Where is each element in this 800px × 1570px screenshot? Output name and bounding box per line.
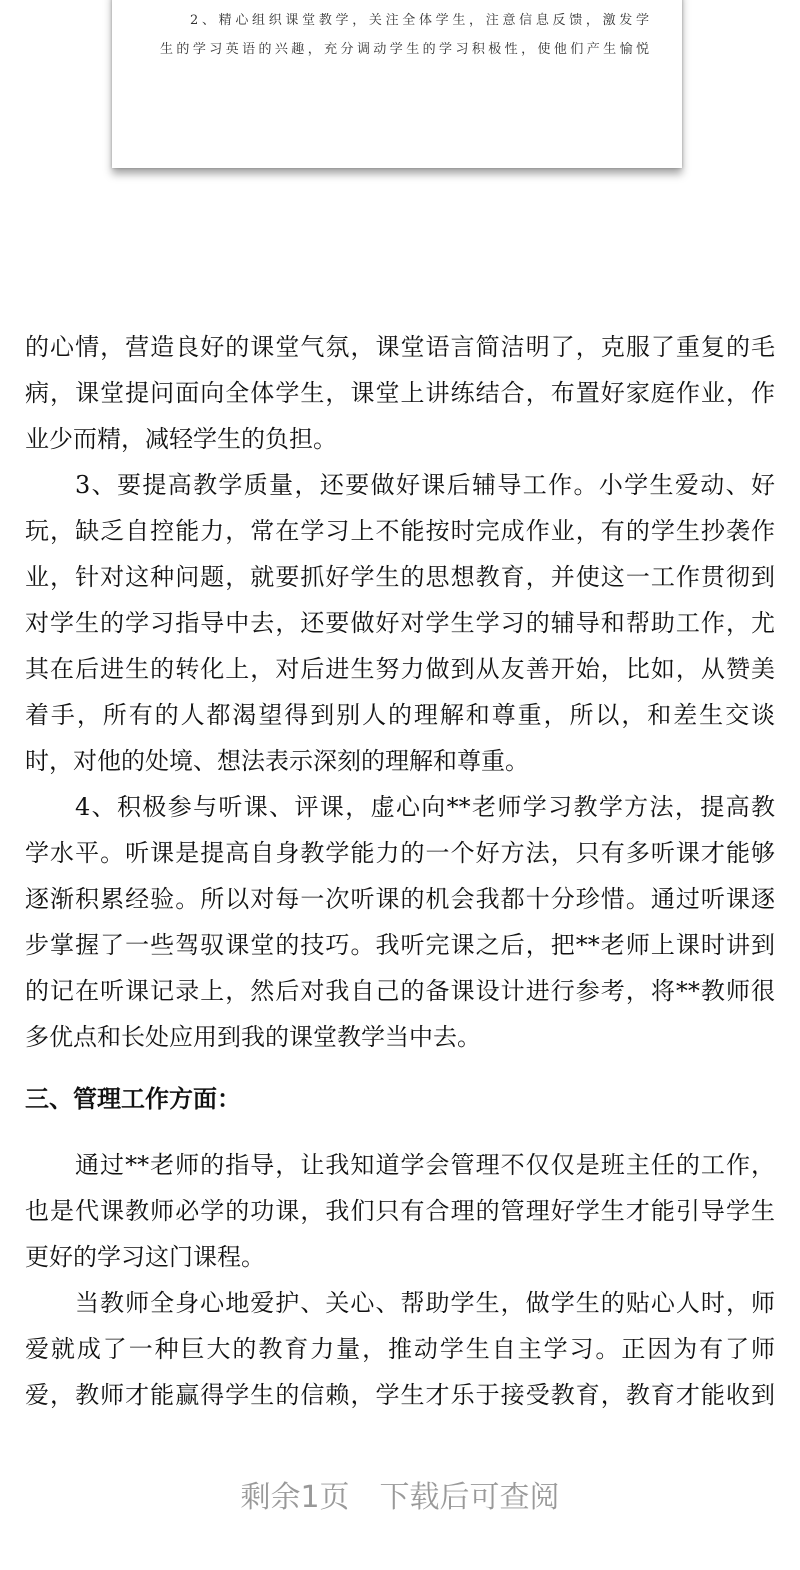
paragraph-line: 也是代课教师必学的功课，我们只有合理的管理好学生才能引导学生 <box>25 1197 775 1225</box>
paragraph-line: 学水平。听课是提高自身教学能力的一个好方法，只有多听课才能够 <box>25 839 775 867</box>
paragraph-line: 3、要提高教学质量，还要做好课后辅导工作。小学生爱动、好 <box>75 471 775 499</box>
preview-line: 2、精心组织课堂教学，关注全体学生，注意信息反馈，激发学 <box>190 13 650 28</box>
paragraph-line: 时，对他的处境、想法表示深刻的理解和尊重。 <box>25 747 529 775</box>
paragraph-line: 业少而精，减轻学生的负担。 <box>25 425 337 453</box>
paragraph-line: 的记在听课记录上，然后对我自己的备课设计进行参考，将**教师很 <box>25 977 775 1005</box>
paragraph-line: 病，课堂提问面向全体学生，课堂上讲练结合，布置好家庭作业，作 <box>25 379 775 407</box>
section-heading: 三、管理工作方面： <box>25 1084 241 1113</box>
paragraph-line: 当教师全身心地爱护、关心、帮助学生，做学生的贴心人时，师 <box>75 1289 775 1317</box>
paragraph-line: 的心情，营造良好的课堂气氛，课堂语言简洁明了，克服了重复的毛 <box>25 333 775 361</box>
paragraph-line: 步掌握了一些驾驭课堂的技巧。我听完课之后，把**老师上课时讲到 <box>25 931 775 959</box>
paragraph-line: 业，针对这种问题，就要抓好学生的思想教育，并使这一工作贯彻到 <box>25 563 775 591</box>
paragraph-line: 其在后进生的转化上，对后进生努力做到从友善开始，比如，从赞美 <box>25 655 775 683</box>
paragraph-line: 逐渐积累经验。所以对每一次听课的机会我都十分珍惜。通过听课逐 <box>25 885 775 913</box>
paragraph-line: 通过**老师的指导，让我知道学会管理不仅仅是班主任的工作， <box>75 1151 775 1179</box>
preview-page <box>112 0 682 168</box>
paragraph-line: 着手，所有的人都渴望得到别人的理解和尊重，所以，和差生交谈 <box>25 701 775 729</box>
remaining-pages-download-prompt[interactable]: 剩余1页 下载后可查阅 <box>240 1480 560 1515</box>
paragraph-line: 多优点和长处应用到我的课堂教学当中去。 <box>25 1023 481 1051</box>
paragraph-line: 4、积极参与听课、评课，虚心向**老师学习教学方法，提高教 <box>75 793 775 821</box>
paragraph-line: 爱，教师才能赢得学生的信赖，学生才乐于接受教育，教育才能收到 <box>25 1381 775 1409</box>
paragraph-line: 对学生的学习指导中去，还要做好对学生学习的辅导和帮助工作，尤 <box>25 609 775 637</box>
paragraph-line: 爱就成了一种巨大的教育力量，推动学生自主学习。正因为有了师 <box>25 1335 775 1363</box>
preview-line: 生的学习英语的兴趣，充分调动学生的学习积极性，使他们产生愉悦 <box>160 42 650 57</box>
paragraph-line: 玩，缺乏自控能力，常在学习上不能按时完成作业，有的学生抄袭作 <box>25 517 775 545</box>
paragraph-line: 更好的学习这门课程。 <box>25 1243 265 1271</box>
